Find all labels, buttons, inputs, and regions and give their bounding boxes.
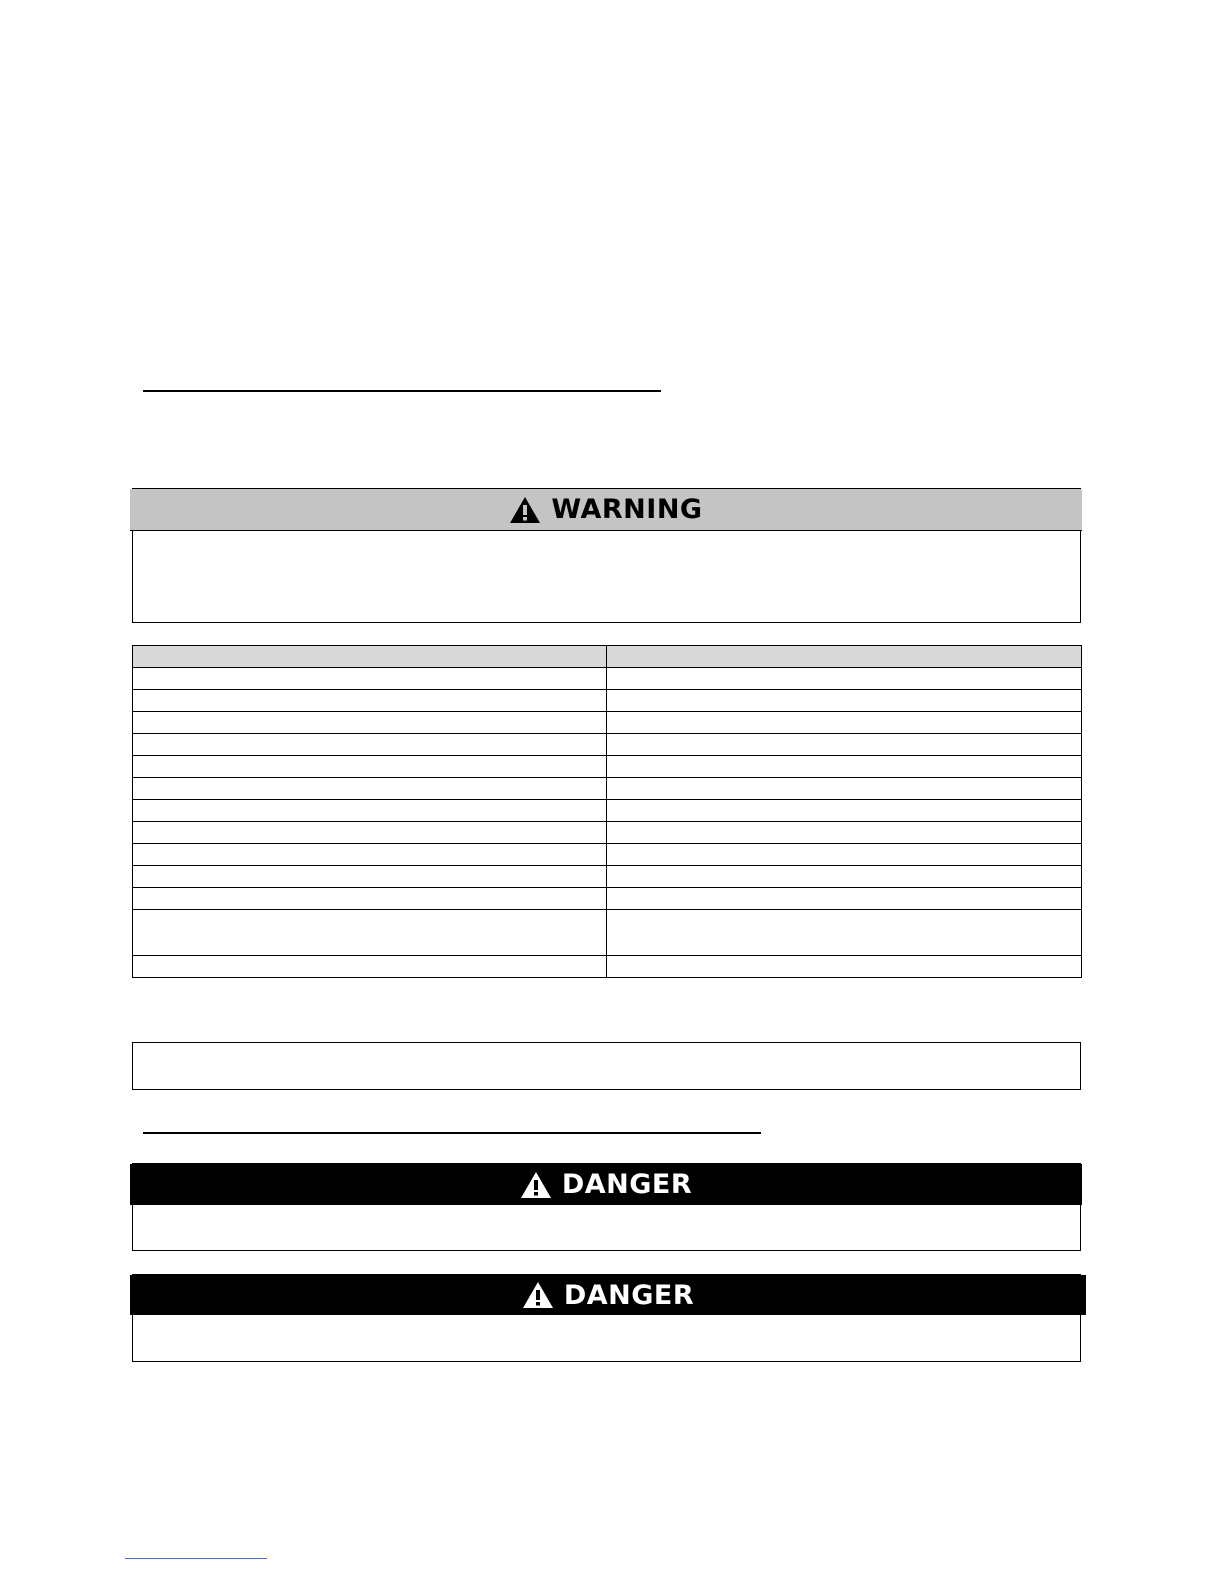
table-cell <box>607 888 1082 910</box>
danger-box-2 <box>132 1274 1081 1362</box>
danger-header-2 <box>130 1275 1086 1315</box>
table-cell <box>607 756 1082 778</box>
table-cell <box>133 888 607 910</box>
section-heading-underline-1 <box>143 390 661 392</box>
table-row <box>133 822 1082 844</box>
table-row <box>133 734 1082 756</box>
table-row <box>133 690 1082 712</box>
table-cell <box>133 734 607 756</box>
table-cell <box>607 734 1082 756</box>
table-cell <box>607 910 1082 956</box>
table-cell <box>607 778 1082 800</box>
table-header-cell <box>607 646 1082 668</box>
danger-box-1 <box>132 1163 1081 1251</box>
table-cell <box>133 822 607 844</box>
table-row <box>133 800 1082 822</box>
table-row <box>133 866 1082 888</box>
table-cell <box>607 712 1082 734</box>
warning-box <box>132 488 1081 623</box>
table-header-row <box>133 646 1082 668</box>
section-heading-underline-2 <box>143 1132 761 1134</box>
table-row <box>133 756 1082 778</box>
table-row <box>133 888 1082 910</box>
spec-table <box>132 645 1082 978</box>
table-cell <box>133 844 607 866</box>
warning-triangle-icon <box>522 1281 554 1309</box>
table-cell <box>133 800 607 822</box>
table-cell <box>133 668 607 690</box>
table-row <box>133 910 1082 956</box>
warning-header <box>130 489 1082 531</box>
table-cell <box>133 956 607 978</box>
warning-label: WARNING <box>551 494 703 525</box>
table-cell <box>607 956 1082 978</box>
table-cell <box>133 778 607 800</box>
table-cell <box>607 800 1082 822</box>
table-row <box>133 712 1082 734</box>
table-cell <box>607 822 1082 844</box>
table-row <box>133 668 1082 690</box>
table-header-cell <box>133 646 607 668</box>
table-cell <box>133 756 607 778</box>
table-cell <box>133 866 607 888</box>
danger-label-2: DANGER <box>563 1279 695 1311</box>
table-cell <box>607 668 1082 690</box>
table-cell <box>133 712 607 734</box>
table-row <box>133 844 1082 866</box>
danger-label-1: DANGER <box>561 1169 693 1200</box>
footnote-separator <box>125 1558 267 1559</box>
table-cell <box>133 910 607 956</box>
table-cell <box>133 690 607 712</box>
warning-triangle-icon <box>509 496 541 524</box>
warning-triangle-icon <box>520 1171 552 1199</box>
table-cell <box>607 866 1082 888</box>
table-row <box>133 956 1082 978</box>
note-box <box>132 1042 1081 1090</box>
table-cell <box>607 844 1082 866</box>
danger-header-1 <box>130 1164 1082 1205</box>
table-cell <box>607 690 1082 712</box>
table-row <box>133 778 1082 800</box>
